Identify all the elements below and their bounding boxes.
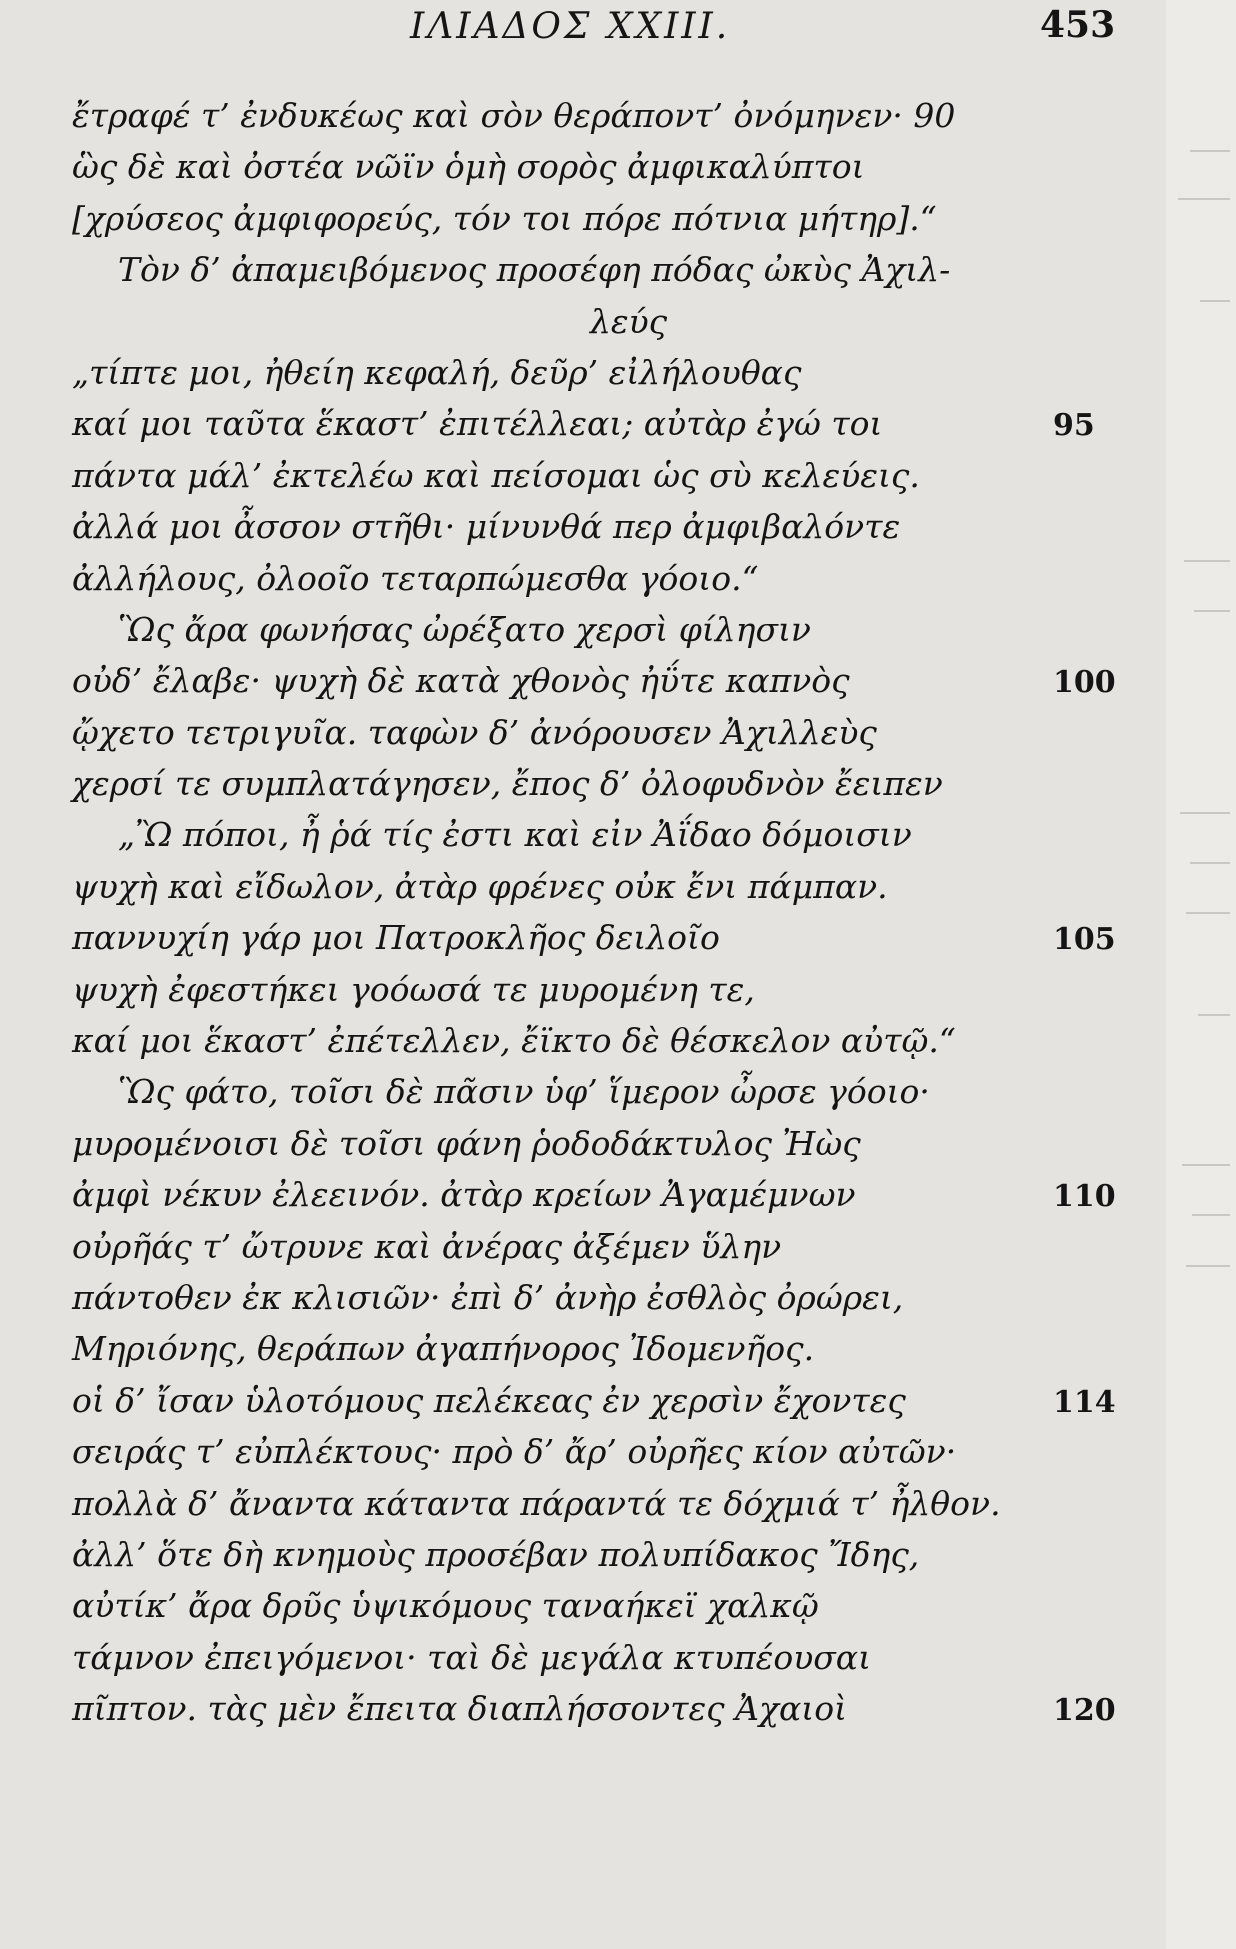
verse-text: πάντοθεν ἐκ κλισιῶν· ἐπὶ δ’ ἀνὴρ ἐσθλὸς ὀρώρει,: [72, 1277, 904, 1317]
verse-text: πολλὰ δ’ ἄναντα κάταντα πάραντά τε δόχμιά τ’ ἦλθον.: [72, 1483, 1001, 1523]
verse-text: Ὣς ἄρα φωνήσας ὠρέξατο χερσὶ φίλησιν: [118, 609, 811, 649]
verse-line: [0, 94, 1236, 145]
page-number: 453: [1040, 4, 1116, 46]
verse-text: „Ὢ πόποι, ἦ ῥά τίς ἐστι καὶ εἰν Ἀΐδαο δόμοισιν: [118, 815, 912, 855]
verse-text: [χρύσεος ἀμφιφορεύς, τόν τοι πόρε πότνια μήτηρ].“: [72, 198, 937, 238]
line-number: 105: [1053, 922, 1116, 958]
verse-line: [0, 1636, 1236, 1687]
verse-line: [0, 505, 1236, 556]
verse-text: καί μοι ταῦτα ἕκαστ’ ἐπιτέλλεαι; αὐτὰρ ἐγώ τοι: [72, 404, 883, 444]
verse-text: ὣς δὲ καὶ ὀστέα νῶϊν ὁμὴ σορὸς ἀμφικαλύπτοι: [72, 147, 865, 187]
verse-line: [0, 608, 1236, 659]
verse-text: ἔτραφέ τ’ ἐνδυκέως καὶ σὸν θεράποντ’ ὀνόμηνεν· 90: [72, 96, 956, 135]
verse-text: οὐρῆάς τ’ ὤτρυνε καὶ ἀνέρας ἀξέμεν ὕλην: [72, 1226, 782, 1266]
verse-line: [0, 248, 1236, 299]
verse-text: χερσί τε συμπλατάγησεν, ἔπος δ’ ὀλοφυδνὸν ἔειπεν: [72, 764, 943, 804]
verse-text: οἱ δ’ ἴσαν ὑλοτόμους πελέκεας ἐν χερσὶν ἔχοντες: [72, 1380, 906, 1420]
verse-text: ψυχὴ καὶ εἴδωλον, ἀτὰρ φρένες οὐκ ἔνι πάμπαν.: [72, 866, 888, 906]
verse-line: [0, 351, 1236, 402]
verse-line: [0, 1430, 1236, 1481]
verse-text: Ὣς φάτο, τοῖσι δὲ πᾶσιν ὑφ’ ἵμερον ὦρσε γόοιο·: [118, 1072, 930, 1112]
verse-line: [0, 1533, 1236, 1584]
verse-line: [0, 711, 1236, 762]
verse-line: [0, 1122, 1236, 1173]
verse-line: [0, 1173, 1236, 1224]
line-number: 110: [1053, 1179, 1116, 1215]
verse-text: „τίπτε μοι, ἠθείη κεφαλή, δεῦρ’ εἰλήλουθας: [72, 352, 802, 392]
verse-text: ἀλλά μοι ἆσσον στῆθι· μίνυνθά περ ἀμφιβαλόντε: [72, 507, 901, 547]
line-number: 100: [1053, 665, 1116, 701]
line-number: 95: [1053, 408, 1095, 444]
verse-line: [0, 916, 1236, 967]
running-header: [0, 0, 1236, 60]
verse-line: [0, 659, 1236, 710]
verse-line: [0, 1276, 1236, 1327]
verse-text: πῖπτον. τὰς μὲν ἔπειτα διαπλήσσοντες Ἀχαιοὶ: [72, 1689, 848, 1729]
verse-line: [0, 865, 1236, 916]
verse-line: [0, 1225, 1236, 1276]
verse-line: [0, 968, 1236, 1019]
verse-line: [0, 1482, 1236, 1533]
verse-line: [0, 1584, 1236, 1635]
verse-text: ἀλλ’ ὅτε δὴ κνημοὺς προσέβαν πολυπίδακος Ἴδης,: [72, 1534, 920, 1574]
verse-line: [0, 402, 1236, 453]
verse-text: οὐδ’ ἔλαβε· ψυχὴ δὲ κατὰ χθονὸς ἠΰτε καπνὸς: [72, 661, 850, 701]
verse-text: παννυχίη γάρ μοι Πατροκλῆος δειλοῖο: [72, 918, 720, 958]
verse-text: τάμνον ἐπειγόμενοι· ταὶ δὲ μεγάλα κτυπέουσαι: [72, 1637, 872, 1677]
verse-text: ἀμφὶ νέκυν ἐλεεινόν. ἀτὰρ κρείων Ἀγαμέμνων: [72, 1175, 856, 1215]
running-title: ΙΛΙΑΔΟΣ XXIII.: [410, 6, 731, 47]
verse-line: [0, 145, 1236, 196]
verse-text: μυρομένοισι δὲ τοῖσι φάνη ῥοδοδάκτυλος Ἠὼς: [72, 1123, 861, 1163]
verse-text: πάντα μάλ’ ἐκτελέω καὶ πείσομαι ὡς σὺ κελεύεις.: [72, 455, 920, 495]
verse-line: [0, 1019, 1236, 1070]
verse-text: ψυχὴ ἐφεστήκει γοόωσά τε μυρομένη τε,: [72, 969, 755, 1009]
line-number: 114: [1053, 1384, 1116, 1420]
verse-line: [0, 1327, 1236, 1378]
verse-line: [0, 1687, 1236, 1738]
verse-line: [0, 300, 1236, 351]
verse-text: λεύς: [590, 301, 668, 341]
verse-line: [0, 454, 1236, 505]
verse-text: ἀλλήλους, ὀλοοῖο τεταρπώμεσθα γόοιο.“: [72, 558, 759, 598]
verse-text: αὐτίκ’ ἄρα δρῦς ὑψικόμους ταναήκεϊ χαλκῷ: [72, 1586, 819, 1626]
line-number: 120: [1053, 1693, 1116, 1729]
verse-line: [0, 197, 1236, 248]
verse-text: Μηριόνης, θεράπων ἀγαπήνορος Ἰδομενῆος.: [72, 1329, 815, 1369]
verse-text: ᾤχετο τετριγυῖα. ταφὼν δ’ ἀνόρουσεν Ἀχιλλεὺς: [72, 712, 877, 752]
verse-text: σειράς τ’ εὐπλέκτους· πρὸ δ’ ἄρ’ οὐρῆες κίον αὐτῶν·: [72, 1432, 957, 1472]
verse-line: [0, 813, 1236, 864]
verse-line: [0, 1070, 1236, 1121]
verse-line: [0, 1379, 1236, 1430]
verse-line: [0, 557, 1236, 608]
verse-text: Τὸν δ’ ἀπαμειβόμενος προσέφη πόδας ὠκὺς Ἀχιλ-: [118, 250, 951, 290]
verse-body: [0, 94, 1236, 1739]
verse-text: καί μοι ἕκαστ’ ἐπέτελλεν, ἔϊκτο δὲ θέσκελον αὐτῷ.“: [72, 1021, 956, 1061]
verse-line: [0, 762, 1236, 813]
